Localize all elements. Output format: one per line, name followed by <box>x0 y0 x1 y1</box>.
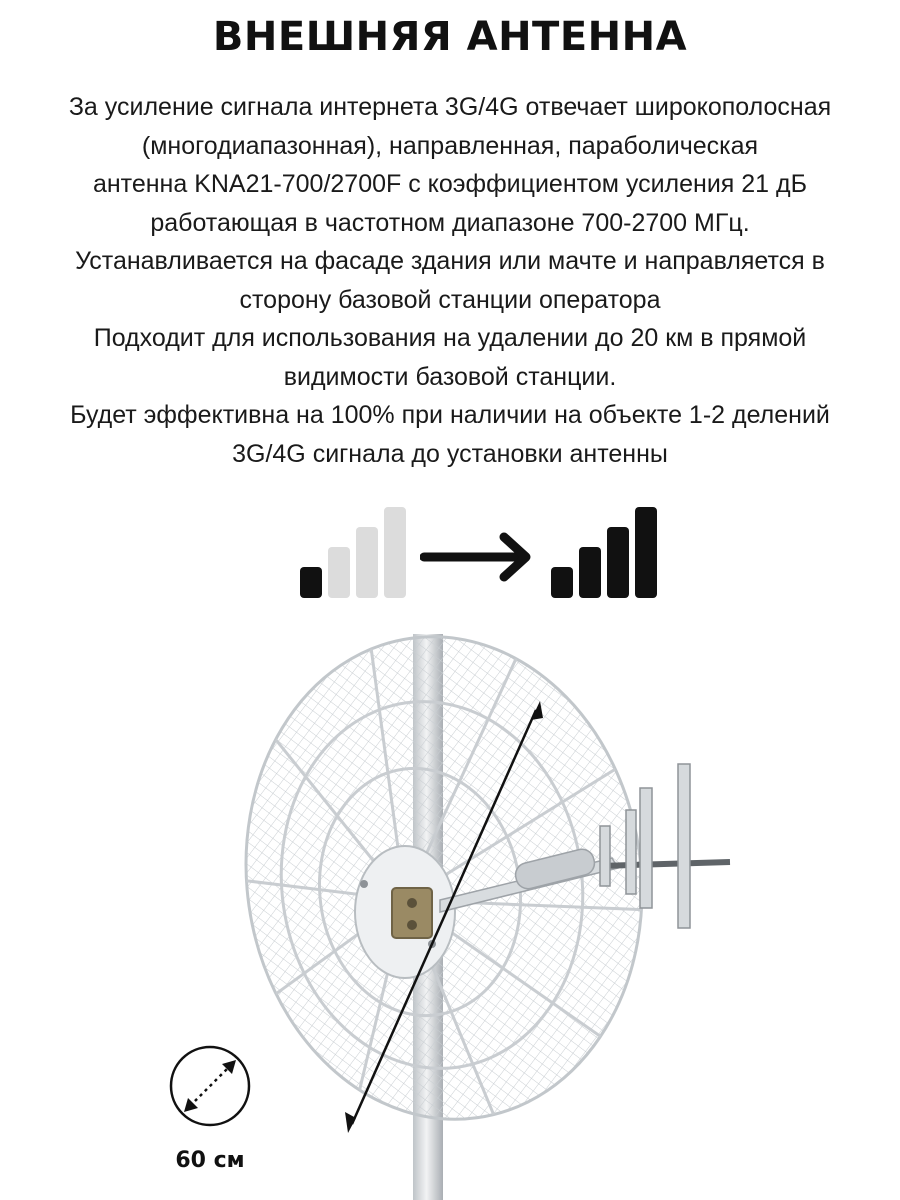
diameter-label: 60 см <box>175 1148 245 1173</box>
signal-bar <box>579 547 601 598</box>
signal-comparison <box>0 500 900 610</box>
description-line: антенна KNA21-700/2700F с коэффициентом усиления 21 дБ <box>92 170 808 198</box>
description-line: Подходит для использования на удалении до 20 км в прямой <box>93 324 807 352</box>
signal-bar <box>328 547 350 598</box>
description-line: работающая в частотном диапазоне 700-2700 МГц. <box>150 208 750 237</box>
signal-bar <box>300 567 322 598</box>
description <box>10 88 890 473</box>
description-line: 3G/4G сигнала до установки антенны <box>232 439 668 468</box>
description-line: сторону базовой станции оператора <box>239 285 661 314</box>
signal-bar <box>384 507 406 598</box>
signal-bar <box>607 527 629 598</box>
diameter-icon <box>171 1047 249 1125</box>
description-line: (многодиапазонная), направленная, параболическая <box>141 131 759 160</box>
page-title: ВНЕШНЯЯ АНТЕННА <box>212 14 688 60</box>
description-line: видимости базовой станции. <box>283 362 617 391</box>
description-line: За усиление сигнала интернета 3G/4G отвечает широкополосная <box>68 93 832 121</box>
signal-bar <box>551 567 573 598</box>
signal-bar <box>635 507 657 598</box>
description-line: Устанавливается на фасаде здания или мачте и направляется в <box>75 247 825 275</box>
signal-bar <box>356 527 378 598</box>
arrow-right-icon <box>420 530 538 584</box>
antenna-illustration <box>0 620 900 1200</box>
description-line: Будет эффективна на 100% при наличии на объекте 1-2 делений <box>70 401 830 429</box>
